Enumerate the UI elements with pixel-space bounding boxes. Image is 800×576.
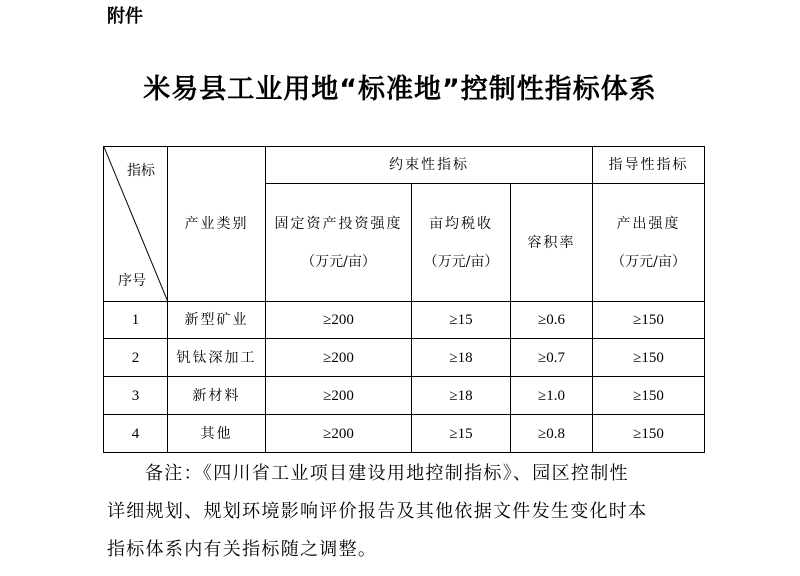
row-far: ≥0.7 xyxy=(511,339,593,377)
header-tax-label: 亩均税收 xyxy=(429,215,493,232)
remark-paragraph xyxy=(107,455,707,569)
header-guiding-group: 指导性指标 xyxy=(593,147,705,184)
row-investment: ≥200 xyxy=(266,377,412,415)
remark-line-2: 详细规划、规划环境影响评价报告及其他依据文件发生变化时本 xyxy=(107,501,648,522)
row-number: 3 xyxy=(104,377,168,415)
indicator-table xyxy=(103,146,705,453)
row-far: ≥1.0 xyxy=(511,377,593,415)
header-binding-group: 约束性指标 xyxy=(266,147,593,184)
header-far: 容积率 xyxy=(511,184,593,302)
row-output: ≥150 xyxy=(593,415,705,453)
row-investment: ≥200 xyxy=(266,415,412,453)
remark-line-1: 备注：《四川省工业项目建设用地控制指标》、园区控制性 xyxy=(145,463,629,484)
row-number: 2 xyxy=(104,339,168,377)
row-tax: ≥18 xyxy=(412,377,511,415)
header-investment xyxy=(266,184,412,302)
header-tax xyxy=(412,184,511,302)
row-investment: ≥200 xyxy=(266,302,412,339)
table-row xyxy=(104,415,705,453)
row-industry: 其他 xyxy=(168,415,266,453)
table-row xyxy=(104,377,705,415)
row-far: ≥0.6 xyxy=(511,302,593,339)
row-industry: 新型矿业 xyxy=(168,302,266,339)
row-number: 4 xyxy=(104,415,168,453)
corner-label-serial: 序号 xyxy=(118,273,146,289)
row-far: ≥0.8 xyxy=(511,415,593,453)
corner-cell xyxy=(104,147,168,302)
header-investment-unit: （万元/亩） xyxy=(301,253,376,270)
row-tax: ≥18 xyxy=(412,339,511,377)
document-title: 米易县工业用地“标准地”控制性指标体系 xyxy=(143,74,657,105)
row-output: ≥150 xyxy=(593,377,705,415)
row-investment: ≥200 xyxy=(266,339,412,377)
table-row xyxy=(104,339,705,377)
row-output: ≥150 xyxy=(593,339,705,377)
row-output: ≥150 xyxy=(593,302,705,339)
row-tax: ≥15 xyxy=(412,302,511,339)
header-output-label: 产出强度 xyxy=(616,215,681,232)
row-number: 1 xyxy=(104,302,168,339)
table-row xyxy=(104,302,705,339)
header-investment-label: 固定资产投资强度 xyxy=(274,215,403,232)
row-industry: 新材料 xyxy=(168,377,266,415)
header-output xyxy=(593,184,705,302)
header-output-unit: （万元/亩） xyxy=(611,253,686,270)
row-tax: ≥15 xyxy=(412,415,511,453)
header-industry: 产业类别 xyxy=(168,147,266,302)
remark-line-3: 指标体系内有关指标随之调整。 xyxy=(107,539,378,560)
attachment-label: 附件 xyxy=(107,6,143,27)
corner-label-indicator: 指标 xyxy=(127,163,155,179)
row-industry: 钒钛深加工 xyxy=(168,339,266,377)
header-tax-unit: （万元/亩） xyxy=(423,253,499,270)
